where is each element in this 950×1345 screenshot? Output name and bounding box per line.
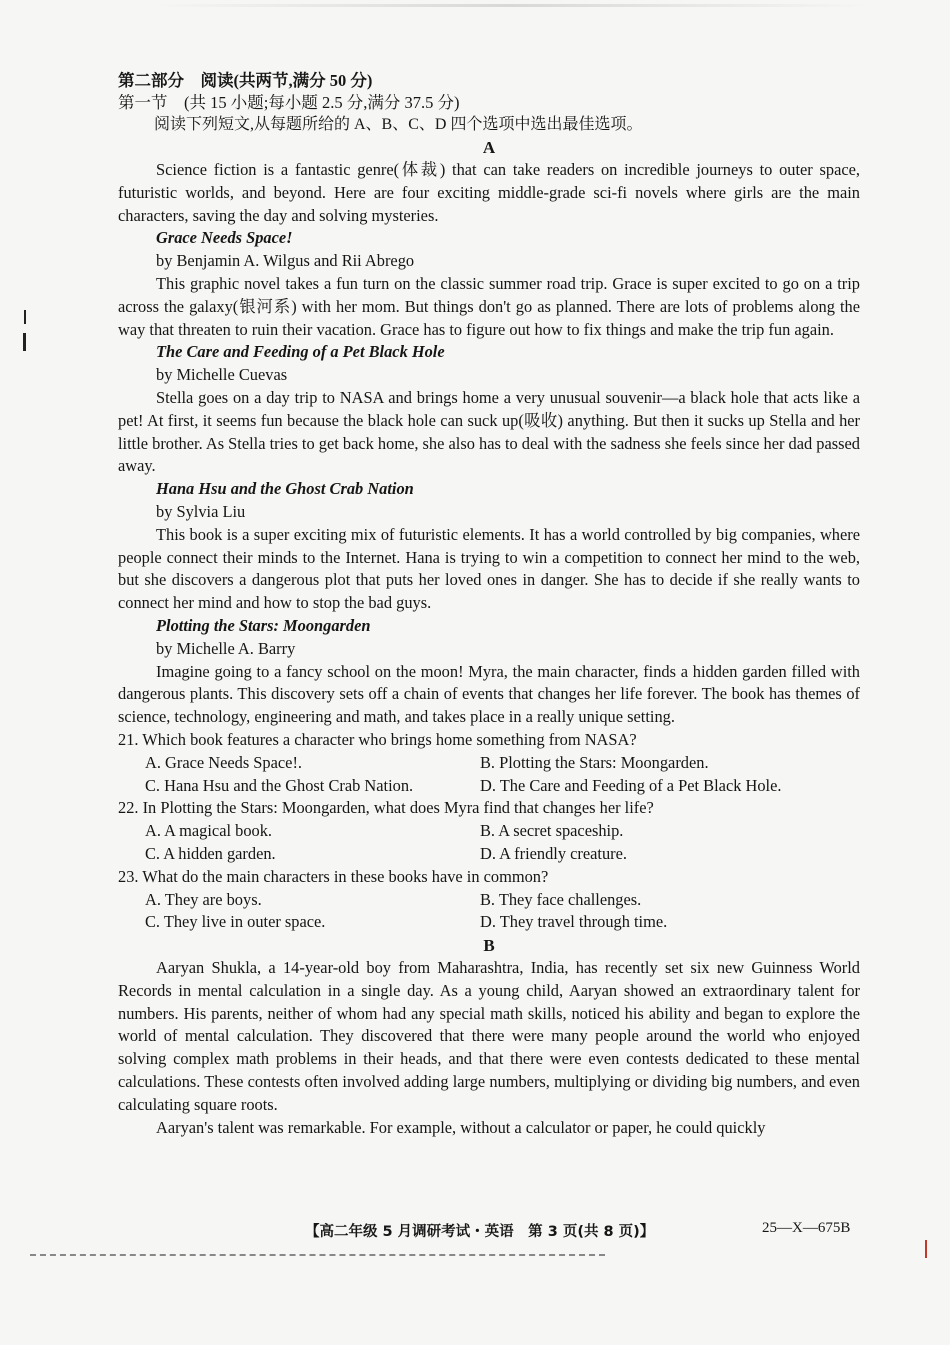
passage-a-intro: Science fiction is a fantastic genre(体裁) that can take readers on incredible journeys to outer space, futuristic worlds, and beyond. Here are four exciting middle-grade sci-fi novels where girls are the main characters, saving the day and solving mysteries.	[118, 160, 860, 225]
exam-page	[118, 70, 860, 1139]
book-description: Imagine going to a fancy school on the moon! Myra, the main character, finds a hidden garden filled with dangerous plants. This discovery sets off a chain of events that changes her life forever. The book has themes of science, technology, engineering and math, and takes place in a really unique setting.	[118, 661, 860, 727]
book-title: The Care and Feeding of a Pet Black Hole	[156, 342, 445, 362]
option-a: A. They are boys.	[145, 889, 262, 909]
scan-edge-shadow	[150, 4, 870, 7]
book-description: This book is a super exciting mix of futuristic elements. It has a world controlled by big companies, where people connect their minds to the Internet. Hana is trying to win a competition to connect her mind to the web, but she discovers a dangerous plot that puts her loved ones in danger. She has to decide if she really wants to connect her mind and how to stop the bad guys.	[118, 524, 860, 613]
book-author: by Michelle A. Barry	[156, 638, 296, 658]
margin-mark-1	[24, 310, 26, 324]
question-22	[118, 797, 860, 865]
exam-info: 【高二年级 5 月调研考试・英语 第 3 页(共 8 页)】	[305, 1224, 655, 1240]
question-stem: 23. What do the main characters in these books have in common?	[118, 866, 549, 886]
book-description: This graphic novel takes a fun turn on the classic summer road trip. Grace is super excited to go on a trip across the galaxy(银河系) with her mom. But things don't go as planned. There are lots of problems along the way that threaten to ruin their vacation. Grace has to figure out how to fix things and make the trip fun again.	[118, 273, 860, 339]
passage-a-label: A	[482, 138, 496, 157]
part-heading: 第二部分 阅读(共两节,满分 50 分)	[118, 71, 373, 90]
option-d: D. The Care and Feeding of a Pet Black Hole.	[480, 775, 782, 795]
option-c: C. They live in outer space.	[145, 912, 326, 932]
option-b: B. They face challenges.	[480, 889, 642, 909]
option-a: A. A magical book.	[145, 821, 273, 841]
question-23	[118, 866, 860, 934]
question-21	[118, 729, 860, 797]
option-a: A. Grace Needs Space!.	[145, 752, 302, 772]
book-author: by Sylvia Liu	[156, 501, 246, 521]
option-c: C. Hana Hsu and the Ghost Crab Nation.	[145, 775, 414, 795]
option-b: B. A secret spaceship.	[480, 821, 624, 841]
book-author: by Benjamin A. Wilgus and Rii Abrego	[156, 251, 415, 271]
book-title: Hana Hsu and the Ghost Crab Nation	[156, 479, 414, 499]
cut-line	[30, 1254, 605, 1256]
book-entry	[118, 478, 860, 615]
book-author: by Michelle Cuevas	[156, 365, 288, 385]
book-entry	[118, 227, 860, 341]
book-title: Plotting the Stars: Moongarden	[156, 615, 371, 635]
question-options	[118, 752, 860, 798]
option-d: D. They travel through time.	[480, 912, 668, 932]
book-entry	[118, 615, 860, 729]
passage-b-label: B	[483, 936, 495, 956]
option-b: B. Plotting the Stars: Moongarden.	[480, 752, 709, 772]
book-description: Stella goes on a day trip to NASA and brings home a very unusual souvenir—a black hole that acts like a pet! At first, it seems fun because the black hole can suck up(吸收) anything. But then it sucks up Stella and her little brother. As Stella tries to get back home, she also has to deal with the sadness she feels since her dad passed away.	[118, 387, 860, 476]
passage-b-paragraph: Aaryan Shukla, a 14-year-old boy from Maharashtra, India, has recently set six new Guinness World Records in mental calculation in a single day. As a young child, Aaryan showed an extraordinary talent for numbers. His parents, neither of whom had any special math skills, noticed his ability and began to explore the world of mental calculation. They discovered that there were many people around the world who enjoyed solving complex math problems in their heads, and that there were even contests dedicated to these mental calculations. These contests often involved adding large numbers, multiplying or dividing big numbers, and even calculating square roots.	[118, 958, 860, 1114]
question-options	[118, 889, 860, 935]
paper-code: 25—X—675B	[762, 1220, 851, 1236]
option-d: D. A friendly creature.	[480, 843, 628, 863]
instruction: 阅读下列短文,从每题所给的 A、B、C、D 四个选项中选出最佳选项。	[154, 116, 643, 133]
book-entry	[118, 341, 860, 478]
book-title: Grace Needs Space!	[156, 228, 293, 248]
passage-b-paragraph: Aaryan's talent was remarkable. For example, without a calculator or paper, he could quickly	[156, 1117, 766, 1137]
margin-mark-2	[23, 333, 26, 351]
section-heading: 第一节 (共 15 小题;每小题 2.5 分,满分 37.5 分)	[118, 93, 460, 112]
margin-mark-right	[925, 1240, 927, 1258]
option-c: C. A hidden garden.	[145, 843, 276, 863]
question-stem: 21. Which book features a character who brings home something from NASA?	[118, 729, 637, 749]
question-options	[118, 820, 860, 866]
question-stem: 22. In Plotting the Stars: Moongarden, what does Myra find that changes her life?	[118, 798, 654, 818]
